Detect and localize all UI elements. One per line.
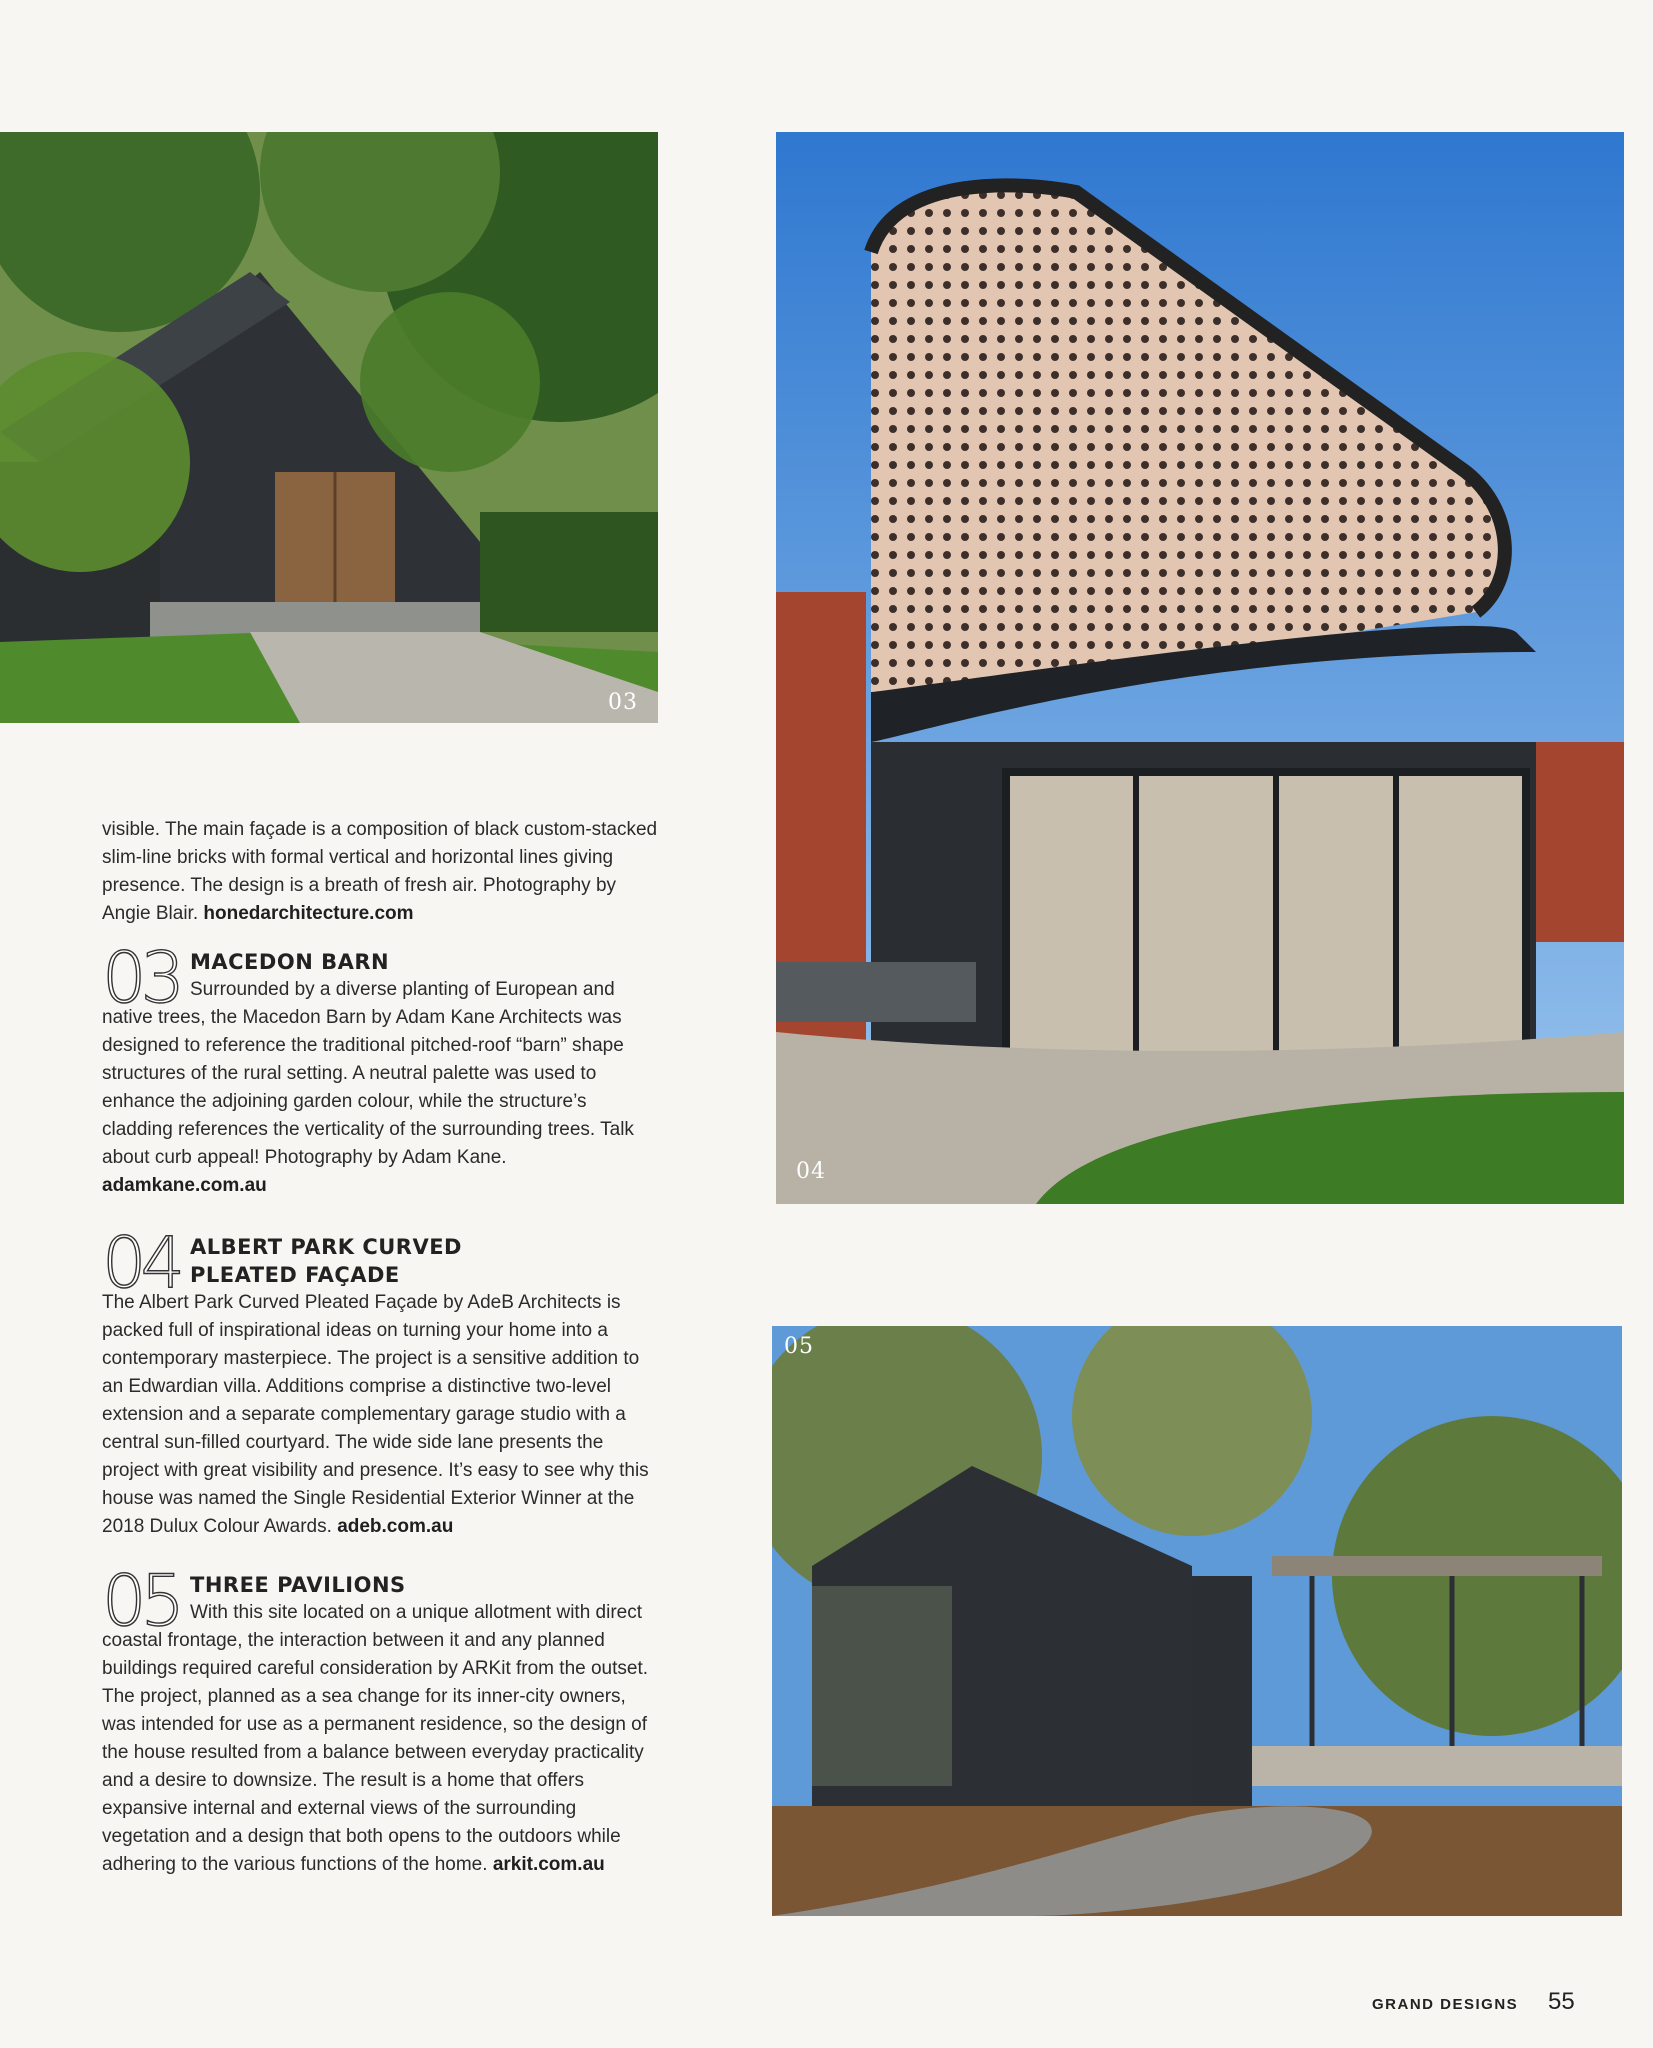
section-number: 05 [102, 1560, 180, 1642]
section-title: THREE PAVILIONS [190, 1573, 406, 1597]
section-link[interactable]: arkit.com.au [492, 1854, 605, 1875]
page-number: 55 [1548, 1988, 1575, 2015]
photo-macedon-barn [0, 132, 658, 723]
section-albert-park [102, 1222, 662, 1541]
section-title: MACEDON BARN [190, 950, 390, 974]
photo-number: 05 [784, 1334, 814, 1359]
section-link[interactable]: adeb.com.au [337, 1516, 454, 1537]
section-number: 03 [102, 937, 180, 1019]
barn-photo-icon [0, 132, 658, 723]
photo-albert-park-facade [776, 132, 1624, 1204]
section-body: The Albert Park Curved Pleated Façade by AdeB Architects is packed full of inspirational ideas on turning your home into a contemporary masterpiece. The project is a sensitive addition to an Edwardian villa. Additions comprise a distinctive two-level extension and a separate complementary garage studio with a central sun-filled courtyard. The wide side lane presents the project with great visibility and presence. It’s easy to see why this house was named the Single Residential Exterior Winner at the 2018 Dulux Colour Awards. [102, 1292, 649, 1537]
section-title-line1: ALBERT PARK CURVED [190, 1235, 462, 1259]
photo-number: 03 [608, 690, 638, 715]
intro-text: visible. The main façade is a composition of black custom-stacked slim-line bricks with formal vertical and horizontal lines giving presence. The design is a breath of fresh air. Photography by Angie Blair. [102, 819, 658, 924]
section-number: 04 [102, 1222, 180, 1304]
intro-link[interactable]: honedarchitecture.com [203, 903, 414, 924]
intro-paragraph [102, 816, 662, 928]
photo-number: 04 [796, 1159, 826, 1184]
section-macedon-barn [102, 937, 662, 1200]
section-body: With this site located on a unique allotment with direct coastal frontage, the interaction between it and any planned buildings required careful consideration by ARKit from the outset. The project, planned as a sea change for its inner-city owners, was intended for use as a permanent residence, so the design of the house resulted from a balance between everyday practicality and a desire to downsize. The result is a home that offers expansive internal and external views of the surrounding vegetation and a design that both opens to the outdoors while adhering to the various functions of the home. [102, 1602, 649, 1875]
pavilion-photo-icon [772, 1326, 1622, 1916]
section-body: Surrounded by a diverse planting of European and native trees, the Macedon Barn by Adam Kane Architects was designed to reference the traditional pitched-roof “barn” shape structures of the rural setting. A neutral palette was used to enhance the adjoining garden colour, while the structure’s cladding references the verticality of the surrounding trees. Talk about curb appeal! Photography by Adam Kane. [102, 979, 634, 1168]
magazine-name: GRAND DESIGNS [1372, 1996, 1519, 2013]
curved-facade-photo-icon [776, 132, 1624, 1204]
section-three-pavilions [102, 1560, 662, 1879]
section-title-line2: PLEATED FAÇADE [190, 1263, 400, 1287]
section-link[interactable]: adamkane.com.au [102, 1175, 267, 1196]
photo-three-pavilions [772, 1326, 1622, 1916]
